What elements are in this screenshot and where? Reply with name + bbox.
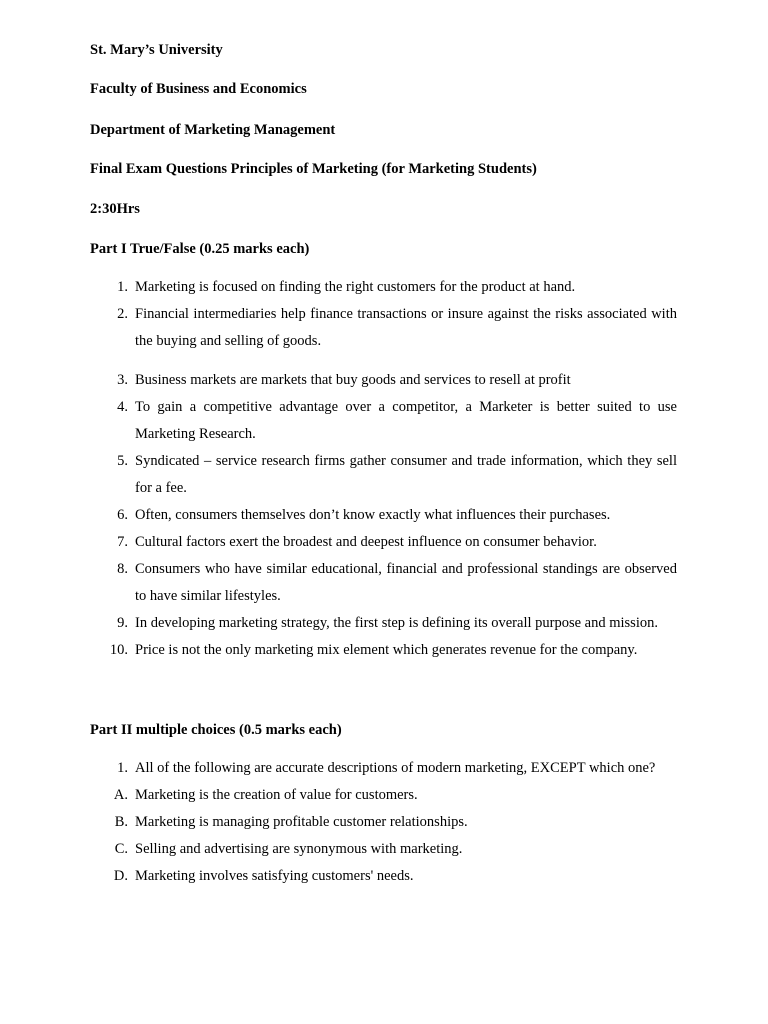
item-text: Price is not the only marketing mix element which generates revenue for the company. <box>135 642 638 658</box>
list-item <box>90 529 677 556</box>
item-number: 9. <box>117 615 128 631</box>
part1-list-b <box>90 367 677 664</box>
part1-list-a <box>90 274 677 355</box>
faculty-name: Faculty of Business and Economics <box>90 81 307 97</box>
part1-heading: Part I True/False (0.25 marks each) <box>90 241 310 257</box>
question-text: All of the following are accurate descriptions of modern marketing, EXCEPT which one? <box>135 760 656 776</box>
choice-item <box>90 782 677 809</box>
choice-text: Marketing is managing profitable customer relationships. <box>135 814 468 830</box>
question-item <box>90 755 677 782</box>
choice-text: Marketing is the creation of value for customers. <box>135 787 418 803</box>
exam-title: Final Exam Questions Principles of Marketing (for Marketing Students) <box>90 161 537 177</box>
item-number: 1. <box>117 279 128 295</box>
item-number: 3. <box>117 372 128 388</box>
item-text: Business markets are markets that buy goods and services to resell at profit <box>135 372 571 388</box>
choice-text: Marketing involves satisfying customers' needs. <box>135 868 414 884</box>
item-number: 2. <box>117 306 128 322</box>
choice-item <box>90 836 677 863</box>
item-number: 8. <box>117 561 128 577</box>
part2-heading: Part II multiple choices (0.5 marks each) <box>90 722 342 738</box>
university-name: St. Mary’s University <box>90 42 223 58</box>
list-item <box>90 367 677 394</box>
choice-letter: D. <box>113 868 128 884</box>
list-item <box>90 556 677 610</box>
choice-item <box>90 809 677 836</box>
item-text: Syndicated – service research firms gather consumer and trade information, which they sell for a fee. <box>135 453 677 496</box>
item-text: Often, consumers themselves don’t know exactly what influences their purchases. <box>135 507 611 523</box>
item-text: Marketing is focused on finding the right customers for the product at hand. <box>135 279 576 295</box>
item-number: 7. <box>117 534 128 550</box>
item-text: Consumers who have similar educational, financial and professional standings are observed to have similar lifestyles. <box>135 561 677 604</box>
item-text: In developing marketing strategy, the first step is defining its overall purpose and mission. <box>135 615 658 631</box>
list-item <box>90 448 677 502</box>
item-text: Cultural factors exert the broadest and deepest influence on consumer behavior. <box>135 534 597 550</box>
choice-letter: A. <box>113 787 128 803</box>
item-number: 4. <box>117 399 128 415</box>
list-item <box>90 274 677 301</box>
item-number: 10. <box>109 642 128 658</box>
choice-text: Selling and advertising are synonymous with marketing. <box>135 841 463 857</box>
item-text: To gain a competitive advantage over a competitor, a Marketer is better suited to use Marketing Research. <box>135 399 677 442</box>
part2-list <box>90 755 677 890</box>
item-number: 6. <box>117 507 128 523</box>
department-name: Department of Marketing Management <box>90 122 336 138</box>
list-item <box>90 394 677 448</box>
list-item <box>90 502 677 529</box>
question-number: 1. <box>117 760 128 776</box>
list-item <box>90 610 677 637</box>
choice-letter: C. <box>114 841 128 857</box>
choice-letter: B. <box>114 814 128 830</box>
choice-item <box>90 863 677 890</box>
exam-duration: 2:30Hrs <box>90 201 140 217</box>
list-item <box>90 637 677 664</box>
list-item <box>90 301 677 355</box>
item-text: Financial intermediaries help finance transactions or insure against the risks associated with the buying and selling of goods. <box>135 306 677 349</box>
item-number: 5. <box>117 453 128 469</box>
